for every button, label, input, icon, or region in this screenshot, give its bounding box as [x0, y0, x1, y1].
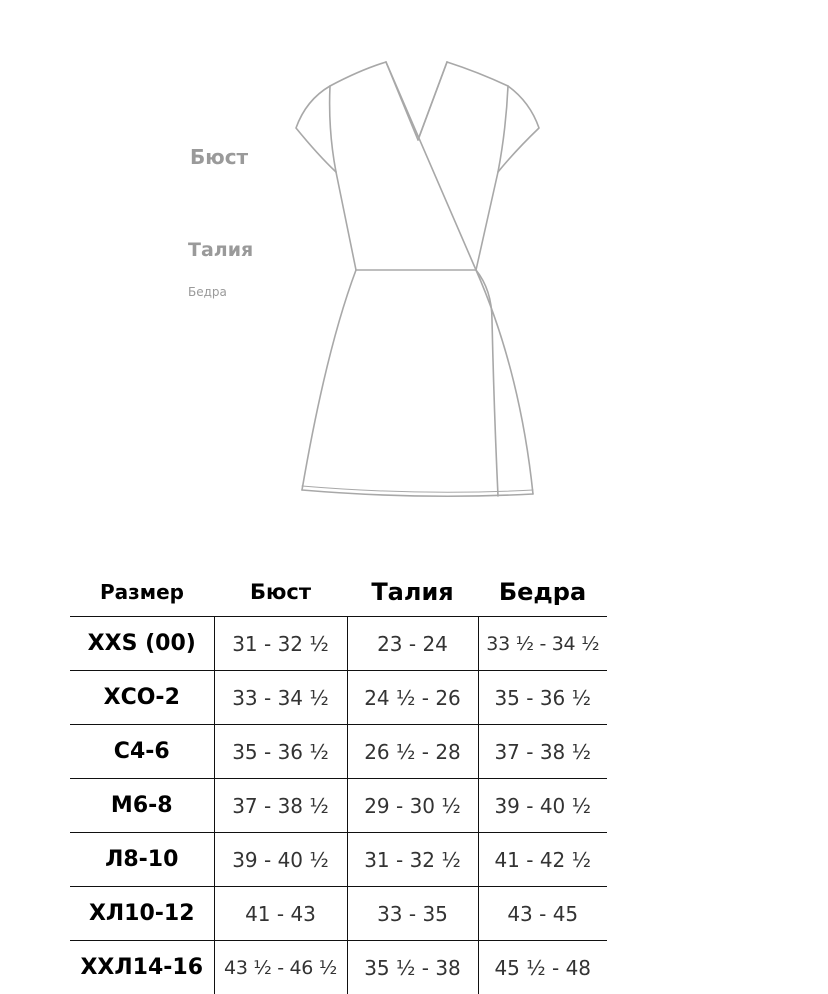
cell-waist: 26 ½ - 28 [347, 725, 478, 779]
cell-hips: 41 - 42 ½ [478, 833, 607, 887]
cell-bust: 37 - 38 ½ [214, 779, 347, 833]
header-hips: Бедра [478, 568, 607, 617]
table-header-row [70, 568, 607, 617]
table-row [70, 833, 607, 887]
table-row [70, 887, 607, 941]
table-row [70, 725, 607, 779]
cell-size: ХХЛ14-16 [70, 941, 214, 994]
cell-size: Л8-10 [70, 833, 214, 887]
cell-waist: 23 - 24 [347, 617, 478, 671]
table-row [70, 779, 607, 833]
cell-size: С4-6 [70, 725, 214, 779]
cell-bust: 43 ½ - 46 ½ [214, 941, 347, 994]
cell-hips: 35 - 36 ½ [478, 671, 607, 725]
cell-waist: 31 - 32 ½ [347, 833, 478, 887]
cell-waist: 29 - 30 ½ [347, 779, 478, 833]
cell-size: ХЛ10-12 [70, 887, 214, 941]
cell-size: М6-8 [70, 779, 214, 833]
cell-hips: 37 - 38 ½ [478, 725, 607, 779]
cell-waist: 33 - 35 [347, 887, 478, 941]
cell-size: ХСО-2 [70, 671, 214, 725]
cell-hips: 33 ½ - 34 ½ [478, 617, 607, 671]
cell-hips: 39 - 40 ½ [478, 779, 607, 833]
size-chart-table [70, 568, 607, 994]
cell-waist: 35 ½ - 38 [347, 941, 478, 994]
cell-hips: 45 ½ - 48 [478, 941, 607, 994]
header-waist: Талия [347, 568, 478, 617]
header-size: Размер [70, 568, 214, 617]
figure-label-waist: Талия [188, 239, 253, 261]
cell-size: XXS (00) [70, 617, 214, 671]
cell-waist: 24 ½ - 26 [347, 671, 478, 725]
cell-bust: 33 - 34 ½ [214, 671, 347, 725]
table-row [70, 671, 607, 725]
cell-bust: 31 - 32 ½ [214, 617, 347, 671]
header-bust: Бюст [214, 568, 347, 617]
cell-hips: 43 - 45 [478, 887, 607, 941]
table-row [70, 941, 607, 994]
cell-bust: 35 - 36 ½ [214, 725, 347, 779]
figure-label-bust: Бюст [190, 145, 248, 169]
table-row [70, 617, 607, 671]
cell-bust: 41 - 43 [214, 887, 347, 941]
figure-label-hips: Бедра [188, 285, 227, 299]
cell-bust: 39 - 40 ½ [214, 833, 347, 887]
